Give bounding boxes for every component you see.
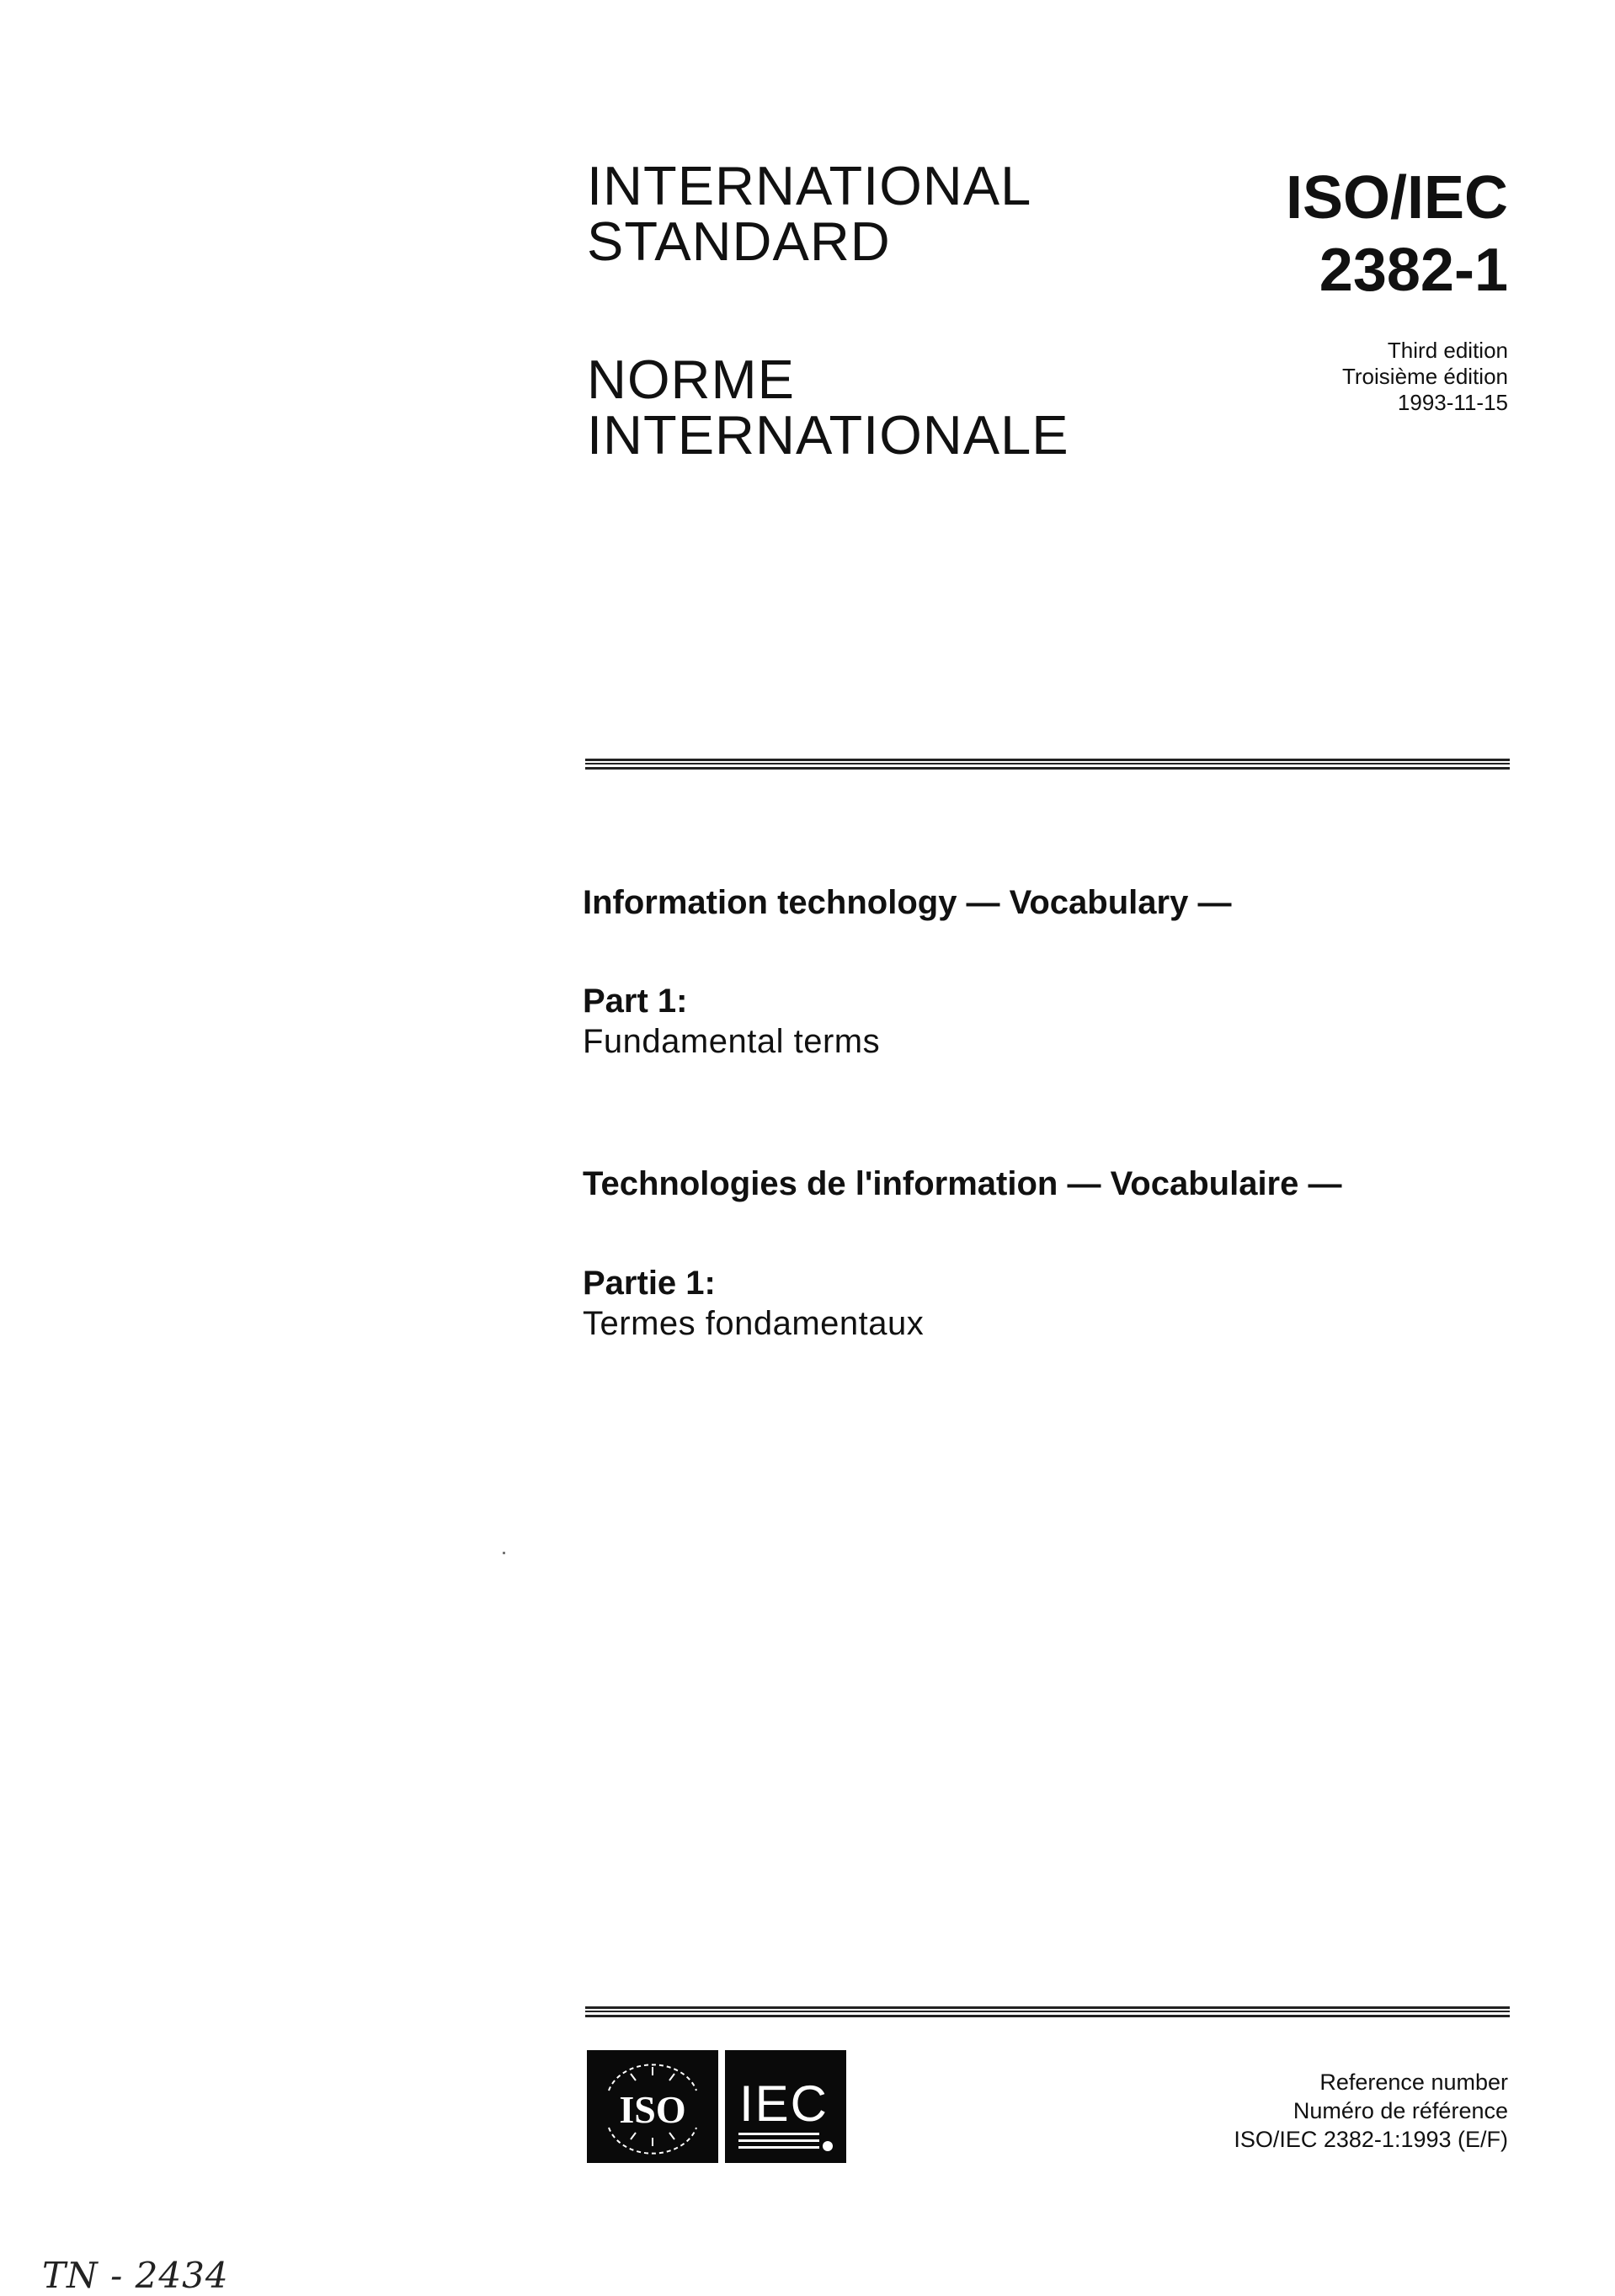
french-title: Technologies de l'information — Vocabulaire — xyxy=(583,1165,1342,1202)
handwritten-note: TN - 2434 xyxy=(42,2255,229,2296)
english-part-label: Part 1: xyxy=(583,983,688,1020)
iec-logo-graphic xyxy=(725,2050,846,2163)
iso-logo xyxy=(587,2050,718,2163)
english-part-title: Fundamental terms xyxy=(583,1023,881,1060)
edition-date: 1993-11-15 xyxy=(1397,390,1508,415)
scan-speck xyxy=(503,1552,505,1554)
iso-logo-text: ISO xyxy=(619,2088,686,2131)
standard-type-line: NORME xyxy=(587,349,795,410)
reference-label-english: Reference number xyxy=(1319,2070,1508,2095)
standard-type-line: STANDARD xyxy=(587,210,891,272)
english-part-block xyxy=(583,981,880,1062)
edition-info xyxy=(1342,338,1508,416)
french-part-label: Partie 1: xyxy=(583,1265,716,1302)
standard-designation xyxy=(1286,162,1508,306)
top-divider xyxy=(585,759,1510,770)
standard-type-english xyxy=(587,155,1032,272)
iec-logo-text: IEC xyxy=(738,2075,829,2132)
designation-org: ISO/IEC xyxy=(1285,164,1508,232)
english-title: Information technology — Vocabulary — xyxy=(583,884,1232,921)
iec-logo xyxy=(725,2050,846,2163)
english-title-block xyxy=(583,882,1231,923)
standard-type-line: INTERNATIONAL xyxy=(587,155,1032,216)
standard-type-line: INTERNATIONALE xyxy=(587,404,1069,466)
reference-number-block xyxy=(1234,2068,1508,2154)
iso-logo-graphic xyxy=(587,2050,718,2163)
reference-label-french: Numéro de référence xyxy=(1293,2098,1508,2123)
french-part-title: Termes fondamentaux xyxy=(583,1305,925,1342)
designation-number: 2382-1 xyxy=(1319,237,1508,304)
french-part-block xyxy=(583,1263,924,1344)
bottom-divider xyxy=(585,2006,1510,2017)
reference-number: ISO/IEC 2382-1:1993 (E/F) xyxy=(1234,2127,1508,2152)
standard-type-french xyxy=(587,349,1069,466)
edition-french: Troisième édition xyxy=(1341,364,1508,389)
french-title-block xyxy=(583,1164,1341,1204)
edition-english: Third edition xyxy=(1387,338,1508,363)
